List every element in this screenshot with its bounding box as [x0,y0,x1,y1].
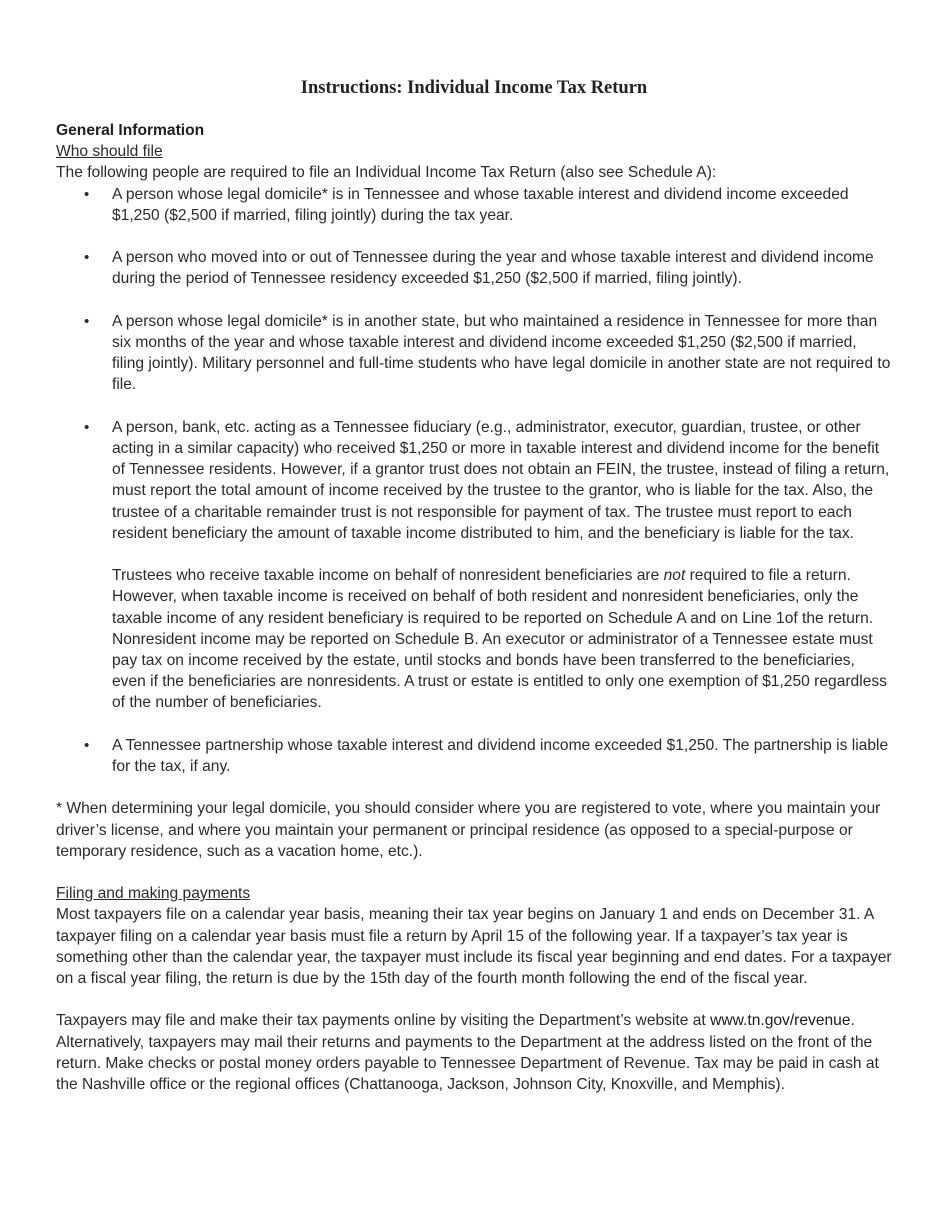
spacer [56,862,892,883]
who-should-file-list [56,184,892,778]
list-item [56,311,892,396]
bullet-icon: • [84,736,90,754]
bullet-icon: • [84,312,90,330]
domicile-footnote: * When determining your legal domicile, you should consider where you are registered to vote, where you maintain your driver’s license, and where you maintain your permanent or principal residence (as opposed to a special-purpose or temporary residence, such as a vacation home, etc.). [56,800,881,860]
who-should-file-subheading: Who should file [56,143,163,161]
trustee-text-after: required to file a return. However, when taxable income is received on behalf of both resident and nonresident beneficiaries, only the taxable income of any resident beneficiary is required to be reported on Schedule A and on Line 1of the return. Nonresident income may be reported on Schedule B. An executor or administrator of a Tennessee estate must pay tax on income received by the estate, until stocks and bonds have been transferred to the beneficiaries, even if the beneficiaries are nonresidents. A trust or estate is entitled to only one exemption of $1,250 regardless of the number of beneficiaries. [112,567,887,712]
bullet-icon: • [84,185,90,203]
payments-text-after: . Alternatively, taxpayers may mail their returns and payments to the Department at the address listed on the front of the return. Make checks or postal money orders payable to Tennessee Department of Revenue. Tax may be paid in cash at the Nashville office or the regional offices (Chattanooga, Jackson, Johnson City, Knoxville, and Memphis). [56,1012,879,1094]
filing-paragraph: Most taxpayers file on a calendar year basis, meaning their tax year begins on January 1 and ends on December 31. A taxpayer filing on a calendar year basis must file a return by April 15 of the following year. If a taxpayer’s tax year is something other than the calendar year, the taxpayer must include its fiscal year beginning and end dates. For a taxpayer on a fiscal year filing, the return is due by the 15th day of the fourth month following the end of the fiscal year. [56,906,892,988]
list-item-text: A person whose legal domicile* is in another state, but who maintained a residence in Tennessee for more than six months of the year and whose taxable interest and dividend income exceeded $1,250 ($2,500 if married, filing jointly). Military personnel and full-time students who have legal domicile in another state are not required to file. [112,312,891,394]
general-information-heading: General Information [56,122,205,139]
list-item-text: A person who moved into or out of Tennessee during the year and whose taxable interest and dividend income during the period of Tennessee residency exceeded $1,250 ($2,500 if married, filing jointly). [112,249,874,288]
trustee-emphasis: not [663,567,686,585]
bullet-icon: • [84,418,90,436]
list-item [56,184,892,226]
list-item-text: A person whose legal domicile* is in Tennessee and whose taxable interest and dividend income exceeded $1,250 ($2,500 if married, filing jointly) during the tax year. [112,185,849,224]
who-should-file-intro: The following people are required to file an Individual Income Tax Return (also see Schedule A): [56,164,717,182]
revenue-website-link[interactable]: www.tn.gov/revenue [710,1012,851,1030]
payments-paragraph [56,1010,892,1095]
list-item [56,735,892,777]
list-item [56,417,892,714]
spacer [56,989,892,1010]
payments-text-before: Taxpayers may file and make their tax payments online by visiting the Department’s website at [56,1012,711,1030]
bullet-icon: • [84,249,90,267]
list-item [56,247,892,289]
list-item-text: A person, bank, etc. acting as a Tennessee fiduciary (e.g., administrator, executor, guardian, trustee, or other acting in a similar capacity) who received $1,250 or more in taxable interest and dividend income for the benefit of Tennessee residents. However, if a grantor trust does not obtain an FEIN, the trustee, instead of filing a return, must report the total amount of income received by the trustee to the grantor, who is liable for the tax. Also, the trustee of a charitable remainder trust is not responsible for payment of tax. The trustee must report to each resident beneficiary the amount of taxable income distributed to him, and the beneficiary is liable for the tax. [112,418,890,542]
filing-payments-subheading: Filing and making payments [56,885,251,903]
document-page [56,76,892,1095]
trustee-paragraph [112,565,892,713]
page-title: Instructions: Individual Income Tax Return [300,78,648,98]
list-item-text: A Tennessee partnership whose taxable interest and dividend income exceeded $1,250. The partnership is liable for the tax, if any. [112,736,889,776]
trustee-text-before: Trustees who receive taxable income on behalf of nonresident beneficiaries are [112,567,664,585]
